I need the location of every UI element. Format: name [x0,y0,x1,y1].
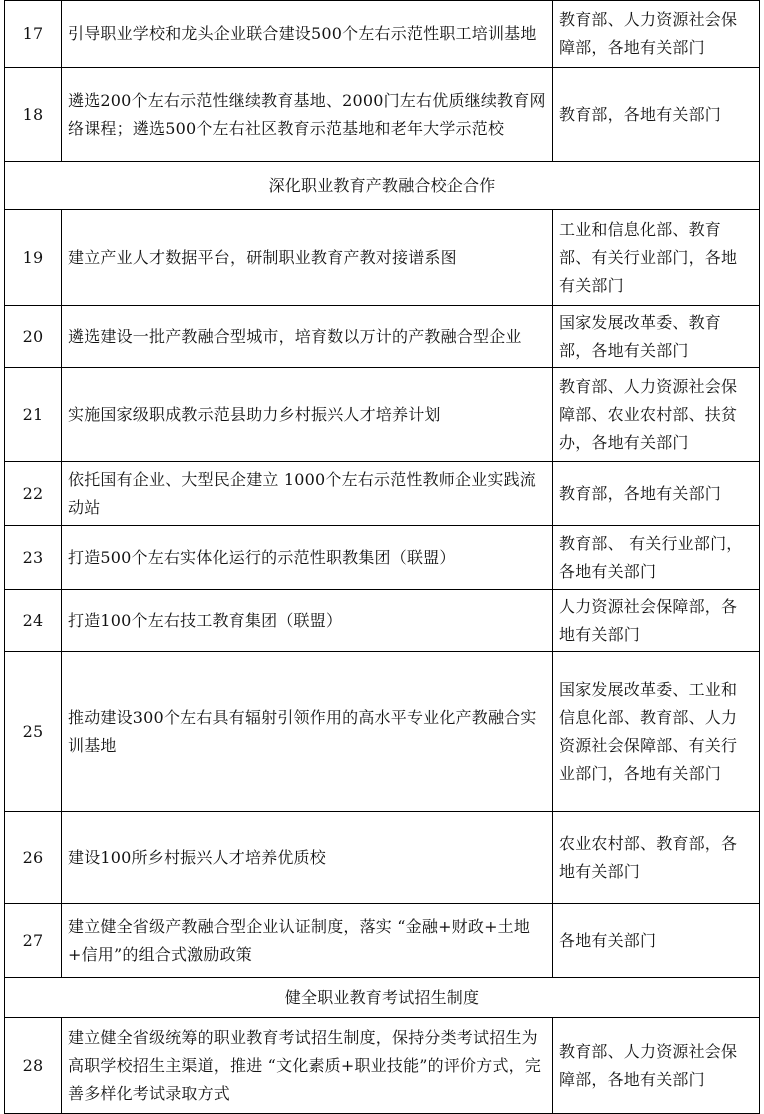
task-cell: 实施国家级职成教示范县助力乡村振兴人才培养计划 [62,368,553,462]
row-number: 28 [5,1018,62,1114]
table-row [5,462,760,526]
table-row [5,812,760,904]
department-cell: 各地有关部门 [553,904,760,978]
row-number: 24 [5,590,62,652]
department-cell: 教育部、人力资源社会保障部，各地有关部门 [553,1,760,68]
task-cell: 引导职业学校和龙头企业联合建设500个左右示范性职工培训基地 [62,1,553,68]
department-cell: 国家发展改革委、工业和信息化部、教育部、人力资源社会保障部、有关行业部门，各地有关部门 [553,652,760,812]
table-row [5,1018,760,1114]
row-number: 20 [5,306,62,368]
task-cell: 建立健全省级统筹的职业教育考试招生制度，保持分类考试招生为高职学校招生主渠道，推进 “文化素质+职业技能”的评价方式，完善多样化考试录取方式 [62,1018,553,1114]
table-row [5,590,760,652]
task-cell: 打造500个左右实体化运行的示范性职教集团（联盟） [62,526,553,590]
department-cell: 人力资源社会保障部，各地有关部门 [553,590,760,652]
section-title: 健全职业教育考试招生制度 [5,978,760,1018]
task-cell: 遴选200个左右示范性继续教育基地、2000门左右优质继续教育网络课程；遴选500个左右社区教育示范基地和老年大学示范校 [62,68,553,162]
department-cell: 国家发展改革委、教育部，各地有关部门 [553,306,760,368]
task-cell: 建设100所乡村振兴人才培养优质校 [62,812,553,904]
row-number: 27 [5,904,62,978]
task-cell: 打造100个左右技工教育集团（联盟） [62,590,553,652]
table-row [5,526,760,590]
row-number: 22 [5,462,62,526]
department-cell: 教育部、人力资源社会保障部、农业农村部、扶贫办，各地有关部门 [553,368,760,462]
row-number: 21 [5,368,62,462]
table-row [5,306,760,368]
section-title: 深化职业教育产教融合校企合作 [5,162,760,210]
task-table [4,0,760,1114]
department-cell: 教育部、 有关行业部门，各地有关部门 [553,526,760,590]
table-row [5,652,760,812]
department-cell: 教育部，各地有关部门 [553,462,760,526]
task-cell: 依托国有企业、大型民企建立 1000个左右示范性教师企业实践流动站 [62,462,553,526]
department-cell: 工业和信息化部、教育部、有关行业部门，各地有关部门 [553,210,760,306]
row-number: 19 [5,210,62,306]
task-cell: 推动建设300个左右具有辐射引领作用的高水平专业化产教融合实训基地 [62,652,553,812]
table-row [5,368,760,462]
table-row [5,904,760,978]
department-cell: 教育部，各地有关部门 [553,68,760,162]
section-header-row [5,162,760,210]
department-cell: 教育部、人力资源社会保障部，各地有关部门 [553,1018,760,1114]
row-number: 25 [5,652,62,812]
table-row [5,1,760,68]
row-number: 26 [5,812,62,904]
row-number: 18 [5,68,62,162]
task-cell: 遴选建设一批产教融合型城市，培育数以万计的产教融合型企业 [62,306,553,368]
department-cell: 农业农村部、教育部，各地有关部门 [553,812,760,904]
section-header-row [5,978,760,1018]
row-number: 17 [5,1,62,68]
row-number: 23 [5,526,62,590]
task-cell: 建立健全省级产教融合型企业认证制度，落实 “金融+财政+土地+信用”的组合式激励政策 [62,904,553,978]
task-cell: 建立产业人才数据平台，研制职业教育产教对接谱系图 [62,210,553,306]
table-row [5,210,760,306]
table-row [5,68,760,162]
